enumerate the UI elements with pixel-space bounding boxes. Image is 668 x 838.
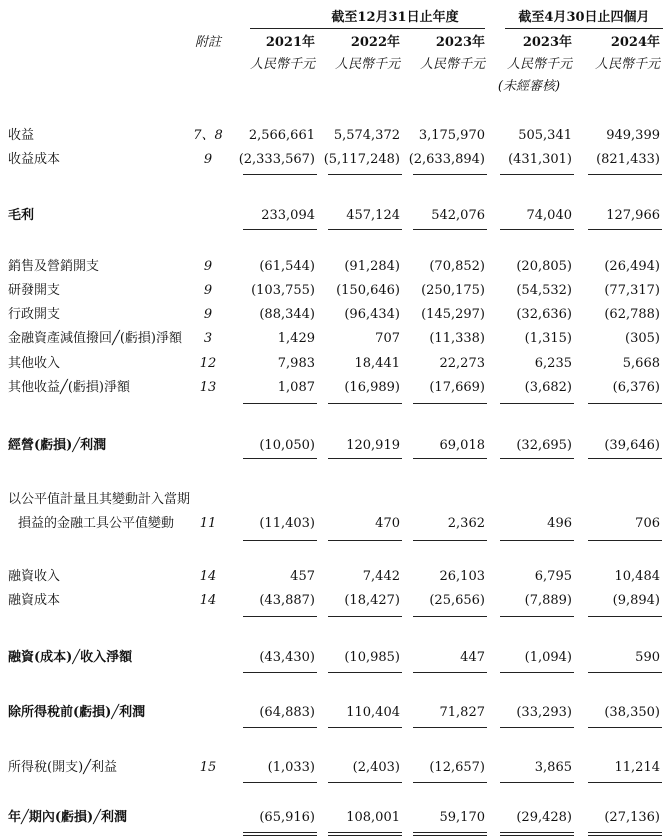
- row-note: 15: [199, 760, 217, 775]
- table-cell: 447: [460, 650, 485, 665]
- row-label: 金融資產減值撥回╱(虧損)淨額: [8, 331, 182, 346]
- subtotal-rule: [588, 174, 662, 175]
- subtotal-rule: [413, 616, 487, 617]
- header-unit: 人民幣千元: [419, 57, 485, 72]
- total-double-rule: [328, 832, 402, 833]
- table-cell: 706: [635, 516, 660, 531]
- total-double-rule: [328, 835, 402, 836]
- subtotal-rule: [243, 174, 317, 175]
- table-cell: 1,429: [277, 331, 315, 346]
- header-unaudited: (未經審核): [497, 79, 561, 94]
- table-cell: 108,001: [346, 810, 400, 825]
- table-cell: 1,087: [277, 380, 315, 395]
- table-cell: (65,916): [259, 810, 315, 825]
- row-note: 7、8: [193, 128, 223, 143]
- table-cell: (7,889): [524, 593, 572, 608]
- total-double-rule: [500, 832, 574, 833]
- table-cell: (3,682): [524, 380, 572, 395]
- row-label: 收益成本: [8, 152, 61, 167]
- subtotal-rule: [413, 174, 487, 175]
- table-cell: 2,362: [447, 516, 485, 531]
- table-cell: (43,887): [259, 593, 315, 608]
- table-cell: 542,076: [431, 208, 485, 223]
- row-label-continued: 損益的金融工具公平值變動: [18, 516, 175, 531]
- table-cell: (431,301): [508, 152, 572, 167]
- subtotal-rule: [328, 727, 402, 728]
- table-cell: (250,175): [421, 283, 485, 298]
- subtotal-rule: [328, 616, 402, 617]
- row-note: 9: [203, 283, 213, 298]
- total-double-rule: [243, 832, 317, 833]
- table-cell: 457,124: [346, 208, 400, 223]
- row-label: 經營(虧損)╱利潤: [8, 438, 107, 453]
- table-cell: (1,033): [267, 760, 315, 775]
- table-cell: (43,430): [259, 650, 315, 665]
- table-cell: 2,566,661: [248, 128, 315, 143]
- table-cell: (38,350): [604, 705, 660, 720]
- total-double-rule: [588, 832, 662, 833]
- table-cell: (12,657): [429, 760, 485, 775]
- table-cell: (54,532): [516, 283, 572, 298]
- header-unit: 人民幣千元: [249, 57, 315, 72]
- table-cell: (145,297): [421, 307, 485, 322]
- row-label: 除所得稅前(虧損)╱利潤: [8, 705, 146, 720]
- table-cell: (1,315): [524, 331, 572, 346]
- table-cell: 7,983: [277, 356, 315, 371]
- table-cell: (96,434): [344, 307, 400, 322]
- table-cell: 71,827: [439, 705, 485, 720]
- table-cell: (25,656): [429, 593, 485, 608]
- total-double-rule: [243, 835, 317, 836]
- subtotal-rule: [588, 727, 662, 728]
- header-year: 2021年: [265, 35, 315, 50]
- row-label: 融資(成本)╱收入淨額: [8, 650, 133, 665]
- row-label: 行政開支: [8, 307, 61, 322]
- row-note: 13: [199, 380, 217, 395]
- header-group-period: 截至4月30日止四個月: [518, 10, 650, 25]
- subtotal-rule: [243, 458, 317, 459]
- table-cell: (9,894): [612, 593, 660, 608]
- header-unit: 人民幣千元: [594, 57, 660, 72]
- header-note-label: 附註: [194, 35, 221, 50]
- subtotal-rule: [243, 616, 317, 617]
- table-cell: 110,404: [346, 705, 400, 720]
- table-cell: (2,633,894): [408, 152, 485, 167]
- subtotal-rule: [500, 229, 574, 230]
- row-note: 14: [199, 569, 217, 584]
- table-cell: 3,175,970: [418, 128, 485, 143]
- subtotal-rule: [243, 672, 317, 673]
- table-cell: 6,235: [534, 356, 572, 371]
- table-cell: (64,883): [259, 705, 315, 720]
- row-note: 9: [203, 259, 213, 274]
- subtotal-rule: [500, 672, 574, 673]
- table-cell: 707: [375, 331, 400, 346]
- table-cell: (103,755): [251, 283, 315, 298]
- subtotal-rule: [588, 616, 662, 617]
- table-cell: (11,338): [429, 331, 485, 346]
- table-cell: 11,214: [614, 760, 660, 775]
- table-cell: 18,441: [354, 356, 400, 371]
- subtotal-rule: [500, 727, 574, 728]
- row-label: 年╱期內(虧損)╱利潤: [8, 810, 127, 825]
- table-cell: 26,103: [439, 569, 485, 584]
- table-cell: 59,170: [439, 810, 485, 825]
- header-year: 2024年: [610, 35, 660, 50]
- table-cell: 3,865: [534, 760, 572, 775]
- table-cell: 5,668: [622, 356, 660, 371]
- row-label: 收益: [8, 128, 35, 143]
- subtotal-rule: [413, 229, 487, 230]
- row-label: 其他收入: [8, 356, 61, 371]
- header-year: 2022年: [350, 35, 400, 50]
- table-cell: (29,428): [516, 810, 572, 825]
- total-double-rule: [413, 832, 487, 833]
- subtotal-rule: [588, 458, 662, 459]
- subtotal-rule: [500, 403, 574, 404]
- subtotal-rule: [328, 782, 402, 783]
- subtotal-rule: [500, 540, 574, 541]
- table-cell: (821,433): [596, 152, 660, 167]
- table-cell: (17,669): [429, 380, 485, 395]
- header-year: 2023年: [522, 35, 572, 50]
- row-note: 14: [199, 593, 217, 608]
- subtotal-rule: [243, 727, 317, 728]
- subtotal-rule: [588, 540, 662, 541]
- row-label: 融資成本: [8, 593, 61, 608]
- table-cell: (70,852): [429, 259, 485, 274]
- row-note: 3: [203, 331, 213, 346]
- subtotal-rule: [500, 458, 574, 459]
- subtotal-rule: [588, 672, 662, 673]
- total-double-rule: [500, 835, 574, 836]
- table-cell: (88,344): [259, 307, 315, 322]
- subtotal-rule: [588, 229, 662, 230]
- row-note: 12: [199, 356, 217, 371]
- subtotal-rule: [328, 403, 402, 404]
- row-note: 9: [203, 307, 213, 322]
- table-cell: (61,544): [259, 259, 315, 274]
- table-cell: (150,646): [336, 283, 400, 298]
- table-cell: (39,646): [604, 438, 660, 453]
- table-cell: 127,966: [606, 208, 660, 223]
- header-rule-period: [505, 28, 663, 29]
- table-cell: 120,919: [346, 438, 400, 453]
- row-label: 銷售及營銷開支: [8, 259, 100, 274]
- subtotal-rule: [500, 174, 574, 175]
- row-note: 11: [199, 516, 217, 531]
- table-cell: (18,427): [344, 593, 400, 608]
- table-cell: (16,989): [344, 380, 400, 395]
- header-year: 2023年: [435, 35, 485, 50]
- table-cell: 496: [547, 516, 572, 531]
- header-unit: 人民幣千元: [334, 57, 400, 72]
- row-label: 以公平值計量且其變動計入當期: [8, 492, 191, 507]
- subtotal-rule: [413, 727, 487, 728]
- total-double-rule: [413, 835, 487, 836]
- table-cell: 505,341: [518, 128, 572, 143]
- subtotal-rule: [500, 782, 574, 783]
- table-cell: (11,403): [259, 516, 315, 531]
- table-cell: (26,494): [604, 259, 660, 274]
- subtotal-rule: [413, 540, 487, 541]
- subtotal-rule: [500, 616, 574, 617]
- table-cell: 7,442: [362, 569, 400, 584]
- total-double-rule: [588, 835, 662, 836]
- table-cell: (20,805): [516, 259, 572, 274]
- subtotal-rule: [413, 672, 487, 673]
- row-label: 所得稅(開支)╱利益: [8, 760, 117, 775]
- table-cell: 10,484: [614, 569, 660, 584]
- header-unit: 人民幣千元: [506, 57, 572, 72]
- table-cell: 22,273: [439, 356, 485, 371]
- table-cell: (305): [625, 331, 660, 346]
- subtotal-rule: [413, 458, 487, 459]
- subtotal-rule: [243, 782, 317, 783]
- table-cell: 457: [290, 569, 315, 584]
- row-label: 融資收入: [8, 569, 61, 584]
- table-cell: 69,018: [439, 438, 485, 453]
- table-cell: (33,293): [516, 705, 572, 720]
- row-label: 其他收益╱(虧損)淨額: [8, 380, 130, 395]
- header-rule-year: [250, 28, 485, 29]
- row-label: 研發開支: [8, 283, 61, 298]
- table-cell: 6,795: [534, 569, 572, 584]
- table-cell: (2,333,567): [238, 152, 315, 167]
- table-cell: 5,574,372: [333, 128, 400, 143]
- subtotal-rule: [243, 403, 317, 404]
- table-cell: 470: [375, 516, 400, 531]
- table-cell: (91,284): [344, 259, 400, 274]
- table-cell: (2,403): [352, 760, 400, 775]
- subtotal-rule: [243, 229, 317, 230]
- table-cell: (32,695): [516, 438, 572, 453]
- subtotal-rule: [328, 458, 402, 459]
- table-cell: 74,040: [526, 208, 572, 223]
- subtotal-rule: [328, 229, 402, 230]
- table-cell: (5,117,248): [323, 152, 400, 167]
- table-cell: (32,636): [516, 307, 572, 322]
- table-cell: 590: [635, 650, 660, 665]
- table-cell: (10,050): [259, 438, 315, 453]
- table-cell: (62,788): [604, 307, 660, 322]
- subtotal-rule: [328, 540, 402, 541]
- table-cell: (6,376): [612, 380, 660, 395]
- subtotal-rule: [243, 540, 317, 541]
- table-cell: 233,094: [261, 208, 315, 223]
- subtotal-rule: [588, 782, 662, 783]
- table-cell: (27,136): [604, 810, 660, 825]
- table-cell: 949,399: [606, 128, 660, 143]
- subtotal-rule: [413, 403, 487, 404]
- table-cell: (1,094): [524, 650, 572, 665]
- table-cell: (10,985): [344, 650, 400, 665]
- row-label: 毛利: [8, 208, 35, 223]
- row-note: 9: [203, 152, 213, 167]
- table-cell: (77,317): [604, 283, 660, 298]
- subtotal-rule: [328, 174, 402, 175]
- subtotal-rule: [413, 782, 487, 783]
- subtotal-rule: [328, 672, 402, 673]
- header-group-year: 截至12月31日止年度: [331, 10, 459, 25]
- subtotal-rule: [588, 403, 662, 404]
